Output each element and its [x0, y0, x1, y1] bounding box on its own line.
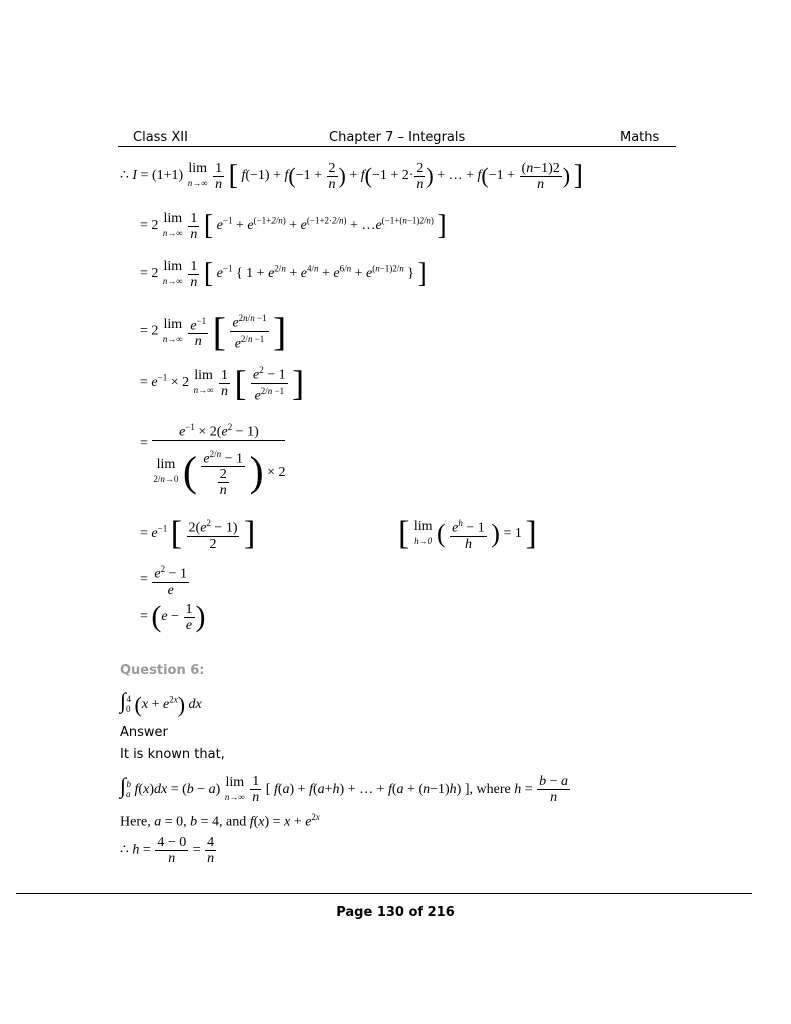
question-integral: $\int_0^4$ $(x + e^{2x})$ dx: [120, 688, 202, 717]
header-class: Class XII: [133, 130, 188, 145]
question-title: Question 6:: [120, 663, 205, 678]
math-line-1: ∴ I = (1+1) lim n→∞ $\frac{1}{n}$ [ f(−1) + f(−1 + $\frac{2}{n}$ ) + f(−1 + 2· $\frac{2}{n}$ ) + … + f(−1 + $\frac{(n-1)2}{n}$ ) ]: [120, 160, 583, 192]
limit-note: [ lim h→0 ( $\frac{e^h - 1}{h}$ ) = 1 ]: [398, 515, 537, 552]
footer-divider: [16, 893, 752, 894]
answer-intro: It is known that,: [120, 747, 225, 762]
math-line-3: = 2 lim n→∞ $\frac{1}{n}$ [ $e^{-1}$ { $1 + e^{2/n} + e^{4/n} + e^{6/n} + e^{(n-1)2/n}$ } ]: [140, 258, 427, 290]
page-number: Page 130 of 216: [336, 905, 455, 920]
math-line-9: = (e − $\frac{1}{e}$ ): [140, 600, 206, 633]
math-line-7: = $e^{-1}$ [ $\frac{2(e^2 - 1)}{2}$ ]: [140, 515, 256, 552]
given-values: Here, a = 0, b = 4, and $f(x) = x + e^{2x}$: [120, 812, 320, 830]
math-line-2: = 2 lim n→∞ $\frac{1}{n}$ [ $e^{-1} + e^{(-1+2/n)} + e^{(-1+2\cdot 2/n)}$ + $\dots e^{(-1+(n-1)2/n)}$ ]: [140, 210, 447, 242]
answer-label: Answer: [120, 725, 168, 740]
math-line-6: = $e^{-1} \times 2(e^2 - 1)$ lim 2/n→0 ( $\frac{e^{2/n} - 1}{\frac{2}{n}}$ ) × 2: [140, 422, 286, 499]
h-value: ∴ h = $\frac{4 - 0}{n}$ = $\frac{4}{n}$: [120, 835, 215, 866]
header-subject: Maths: [620, 130, 660, 145]
header-divider: [118, 146, 676, 147]
riemann-formula: $\int_a^b$ f(x)dx = (b − a) lim n→∞ $\frac{1}{n}$ [ f(a) + f(a+h) + … + f(a + (n−1)h) ], where h = $\frac{b - a}{n}$: [120, 773, 569, 806]
math-line-8: = $\frac{e^2 - 1}{e}$: [140, 564, 188, 598]
math-line-5: = $e^{-1} \times 2$ lim n→∞ $\frac{1}{n}$ [ $\frac{e^2 - 1}{e^{2/n -1}}$ ]: [140, 363, 305, 404]
header-chapter: Chapter 7 – Integrals: [329, 130, 466, 145]
math-line-4: = 2 lim n→∞ $\frac{e^{-1}}{n}$ [ $\frac{e^{2n/n -1}}{e^{2/n -1}}$ ]: [140, 309, 287, 354]
